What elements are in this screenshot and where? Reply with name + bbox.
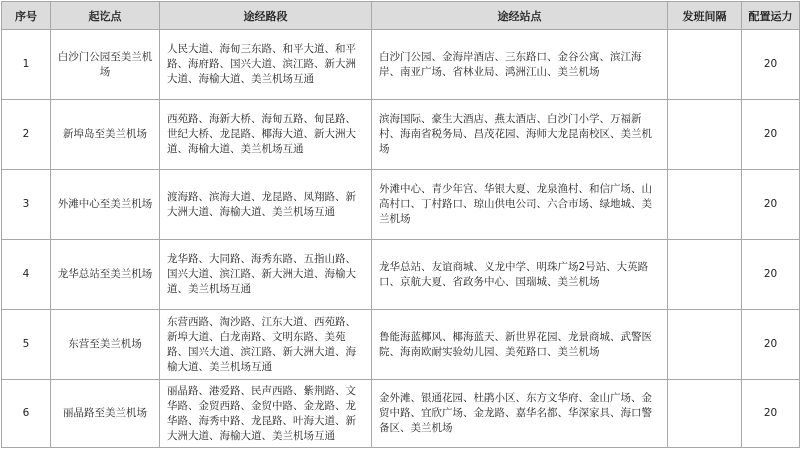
route-roads: 西苑路、海新大桥、海甸五路、甸昆路、世纪大桥、龙昆路、椰海大道、新大洲大道、海榆大道、美兰机场互通	[160, 100, 372, 170]
capacity: 20	[742, 170, 800, 240]
route-roads: 渡海路、滨海大道、龙昆路、凤翔路、新大洲大道、海榆大道、美兰机场互通	[160, 170, 372, 240]
route-stops: 白沙门公园、金海岸酒店、三东路口、金谷公寓、滨江海岸、南亚广场、省林业局、鸿洲江山、美兰机场	[372, 30, 668, 100]
route-endpoints: 新埠岛至美兰机场	[51, 100, 160, 170]
header-interval: 发班间隔	[668, 2, 742, 30]
table-row	[2, 240, 800, 310]
capacity: 20	[742, 310, 800, 380]
header-row	[2, 2, 800, 30]
capacity: 20	[742, 30, 800, 100]
route-endpoints: 东营至美兰机场	[51, 310, 160, 380]
route-roads: 龙华路、大同路、海秀东路、五指山路、国兴大道、滨江路、新大洲大道、海榆大道、美兰机场互通	[160, 240, 372, 310]
departure-interval	[668, 310, 742, 380]
route-stops: 金外滩、银通花园、杜鹃小区、东方文华府、金山广场、金贸中路、宜欣广场、金龙路、嘉华名都、华深家具、海口警备区、美兰机场	[372, 380, 668, 448]
table-row	[2, 100, 800, 170]
header-capacity: 配置运力	[742, 2, 800, 30]
row-number: 1	[2, 30, 51, 100]
header-no: 序号	[2, 2, 51, 30]
route-stops: 滨海国际、豪生大酒店、燕太酒店、白沙门小学、万福新村、海南省税务局、昌茂花园、海师大龙昆南校区、美兰机场	[372, 100, 668, 170]
table-row	[2, 380, 800, 448]
departure-interval	[668, 100, 742, 170]
route-stops: 鲁能海蓝椰风、椰海蓝天、新世界花园、龙景商城、武警医院、海南欧耐实验幼儿园、美苑路口、美兰机场	[372, 310, 668, 380]
route-stops: 外滩中心、青少年宫、华银大夏、龙泉渔村、和信广场、山高村口、丁村路口、琼山供电公司、六合市场、绿地城、美兰机场	[372, 170, 668, 240]
capacity: 20	[742, 240, 800, 310]
bus-routes-table	[1, 1, 800, 448]
route-roads: 东营西路、淘沙路、江东大道、西苑路、新埠大道、白龙南路、文明东路、美苑路、国兴大道、滨江路、新大洲大道、海榆大道、美兰机场互通	[160, 310, 372, 380]
route-endpoints: 外滩中心至美兰机场	[51, 170, 160, 240]
route-stops: 龙华总站、友谊商城、义龙中学、明珠广场2号站、大英路口、京航大夏、省政务中心、国瑞城、美兰机场	[372, 240, 668, 310]
departure-interval	[668, 380, 742, 448]
route-endpoints: 丽晶路至美兰机场	[51, 380, 160, 448]
departure-interval	[668, 30, 742, 100]
route-endpoints: 龙华总站至美兰机场	[51, 240, 160, 310]
row-number: 2	[2, 100, 51, 170]
header-road: 途经路段	[160, 2, 372, 30]
departure-interval	[668, 240, 742, 310]
route-endpoints: 白沙门公园至美兰机场	[51, 30, 160, 100]
table-row	[2, 170, 800, 240]
route-roads: 丽晶路、港爱路、民声西路、紫荆路、文华路、金贸西路、金贸中路、金龙路、龙华路、海秀中路、龙昆路、叶海大道、新大洲大道、海榆大道、美兰机场互通	[160, 380, 372, 448]
row-number: 5	[2, 310, 51, 380]
route-roads: 人民大道、海甸三东路、和平大道、和平路、海府路、国兴大道、滨江路、新大洲大道、海榆大道、美兰机场互通	[160, 30, 372, 100]
capacity: 20	[742, 380, 800, 448]
table-row	[2, 30, 800, 100]
header-od: 起讫点	[51, 2, 160, 30]
row-number: 4	[2, 240, 51, 310]
table-row	[2, 310, 800, 380]
header-stops: 途经站点	[372, 2, 668, 30]
capacity: 20	[742, 100, 800, 170]
row-number: 3	[2, 170, 51, 240]
row-number: 6	[2, 380, 51, 448]
departure-interval	[668, 170, 742, 240]
